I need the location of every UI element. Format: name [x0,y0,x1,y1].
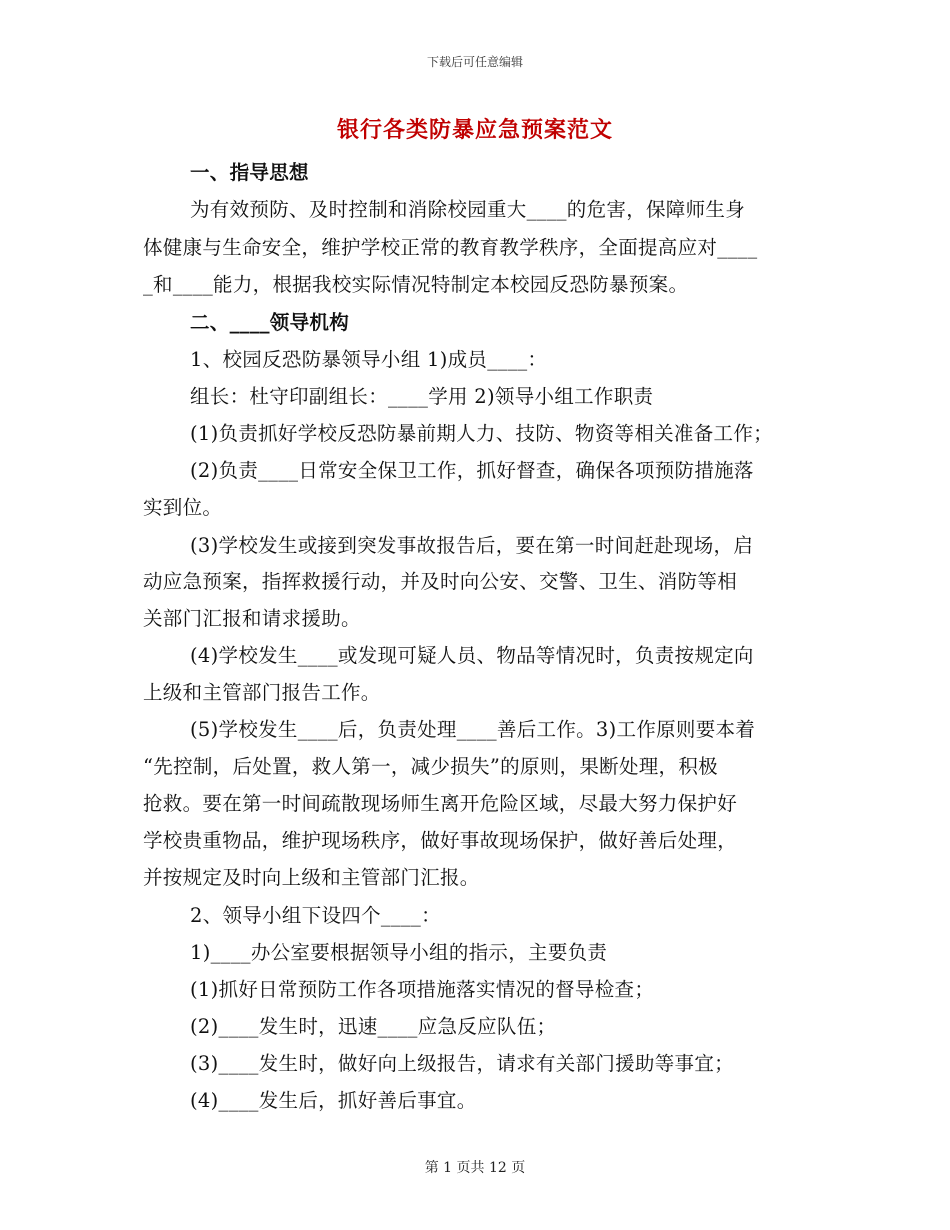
paragraph-line: 2、领导小组下设四个____： [190,904,441,927]
paragraph-line: (3)____发生时，做好向上级报告，请求有关部门援助等事宜； [190,1052,734,1075]
paragraph-line: (1)负责抓好学校反恐防暴前期人力、技防、物资等相关准备工作； [190,422,773,445]
paragraph-line: 为有效预防、及时控制和消除校园重大____的危害，保障师生身 [190,198,745,221]
paragraph-line: (3)学校发生或接到突发事故报告后，要在第一时间赶赴现场，启 [190,534,754,557]
paragraph-line: 动应急预案，指挥救援行动，并及时向公安、交警、卫生、消防等相 [143,570,738,593]
paragraph-line: (1)抓好日常预防工作各项措施落实情况的督导检查； [190,978,655,1001]
paragraph-line: 学校贵重物品，维护现场秩序，做好事故现场保护，做好善后处理， [143,829,738,852]
paragraph-line: 并按规定及时向上级和主管部门汇报。 [143,866,480,889]
section-heading: 二、____领导机构 [190,311,349,334]
paragraph-line: _和____能力，根据我校实际情况特制定本校园反恐防暴预案。 [143,273,689,296]
section-heading: 一、指导思想 [190,161,309,184]
paragraph-line: 1)____办公室要根据领导小组的指示，主要负责 [190,941,608,964]
paragraph-line: (5)学校发生____后，负责处理____善后工作。3)工作原则要本着 [190,718,756,741]
paragraph-line: 组长：杜守印副组长：____学用 2)领导小组工作职责 [190,385,654,408]
paragraph-line: 实到位。 [143,496,223,519]
paragraph-line: 抢救。要在第一时间疏散现场师生离开危险区域，尽最大努力保护好 [143,792,738,815]
paragraph-line: 体健康与生命安全，维护学校正常的教育教学秩序，全面提高应对____ [143,236,758,259]
paragraph-line: (4)____发生后，抓好善后事宜。 [190,1089,477,1112]
header-note: 下载后可任意编辑 [426,55,523,69]
paragraph-line: (2)____发生时，迅速____应急反应队伍； [190,1015,557,1038]
paragraph-line: “先控制，后处置，救人第一，减少损失”的原则，果断处理，积极 [143,755,718,778]
paragraph-line: 上级和主管部门报告工作。 [143,681,381,704]
paragraph-line: 关部门汇报和请求援助。 [143,607,361,630]
paragraph-line: (4)学校发生____或发现可疑人员、物品等情况时，负责按规定向 [190,644,754,667]
document-title: 银行各类防暴应急预案范文 [336,117,613,143]
page-number: 第 1 页共 12 页 [424,1160,526,1176]
paragraph-line: (2)负责____日常安全保卫工作，抓好督查，确保各项预防措施落 [190,459,754,482]
paragraph-line: 1、校园反恐防暴领导小组 1)成员____： [190,348,548,371]
